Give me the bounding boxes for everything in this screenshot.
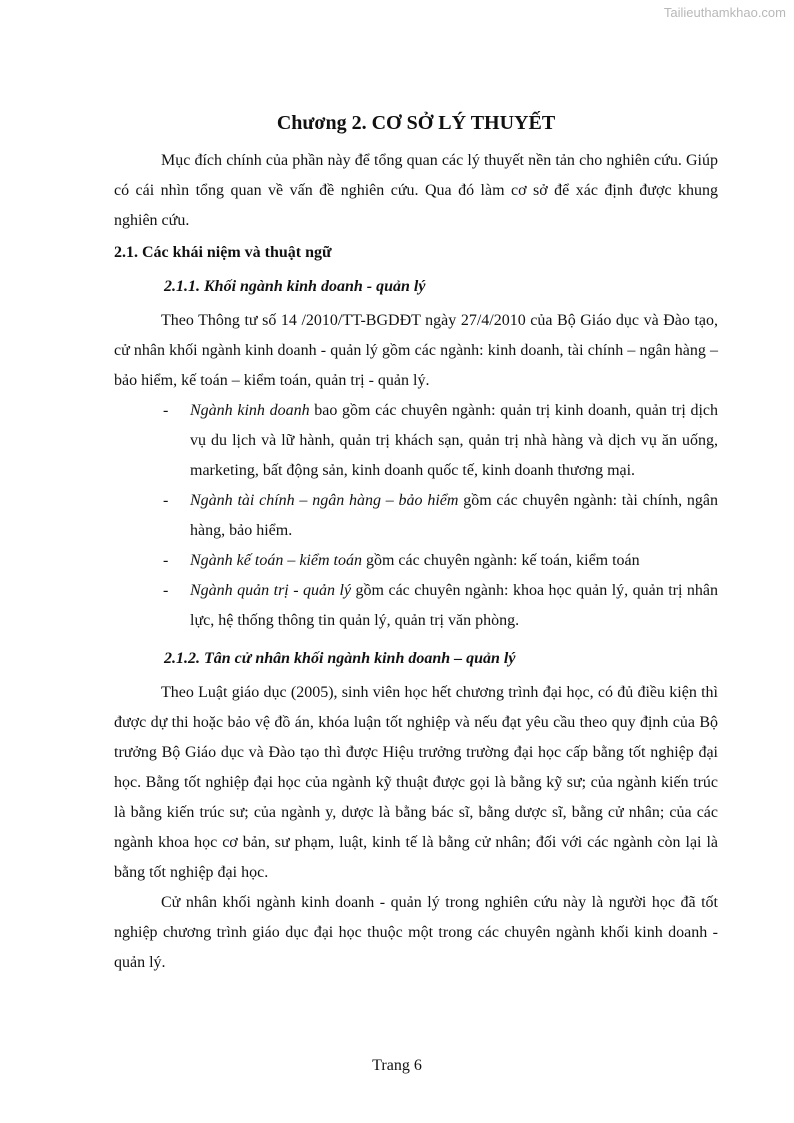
bullet-item bbox=[114, 396, 718, 486]
bullet-item bbox=[114, 546, 718, 576]
bullet-term: Ngành tài chính – ngân hàng – bảo hiểm bbox=[190, 492, 459, 509]
bullet-text: gồm các chuyên ngành: kế toán, kiểm toán bbox=[361, 552, 640, 569]
subsection-heading-2-1-1: 2.1.1. Khối ngành kinh doanh - quản lý bbox=[164, 278, 426, 295]
page-number: Trang 6 bbox=[372, 1057, 422, 1074]
chapter-title: Chương 2. CƠ SỞ LÝ THUYẾT bbox=[276, 112, 556, 134]
bullet-item bbox=[114, 576, 718, 636]
intro-paragraph: Mục đích chính của phần này để tổng quan các lý thuyết nền tản cho nghiên cứu. Giúp có cái nhìn tổng quan về vấn đề nghiên cứu. Qua đó làm cơ sở để xác định được khung nghiên cứu. bbox=[114, 152, 718, 229]
bullet-list bbox=[114, 396, 718, 636]
bullet-dash: - bbox=[163, 582, 169, 599]
bullet-term: Ngành quản trị - quản lý bbox=[190, 582, 352, 599]
paragraph-2-1-1: Theo Thông tư số 14 /2010/TT-BGDĐT ngày 27/4/2010 của Bộ Giáo dục và Đào tạo, cử nhân khối ngành kinh doanh - quản lý gồm các ngành: kinh doanh, tài chính – ngân hàng – bảo hiểm, kế toán – kiểm toán, quản trị - quản lý. bbox=[114, 312, 718, 389]
subsection-heading-2-1-2: 2.1.2. Tân cử nhân khối ngành kinh doanh – quản lý bbox=[164, 650, 516, 667]
bullet-dash: - bbox=[163, 492, 169, 509]
bullet-item bbox=[114, 486, 718, 546]
paragraph-2-1-2-b: Cử nhân khối ngành kinh doanh - quản lý trong nghiên cứu này là người học đã tốt nghiệp chương trình giáo dục đại học thuộc một trong các chuyên ngành khối kinh doanh - quản lý. bbox=[114, 894, 718, 971]
bullet-text: gồm các chuyên ngành: khoa học quản lý, quản trị nhân lực, hệ thống thông tin quản lý, quản trị văn phòng. bbox=[190, 582, 718, 629]
watermark: Tailieuthamkhao.com bbox=[663, 5, 786, 20]
page-content bbox=[114, 108, 718, 978]
bullet-dash: - bbox=[163, 402, 169, 419]
bullet-dash: - bbox=[163, 552, 169, 569]
bullet-text: bao gồm các chuyên ngành: quản trị kinh doanh, quản trị dịch vụ du lịch và lữ hành, quản trị khách sạn, quản trị nhà hàng và dịch vụ ăn uống, marketing, bất động sản, kinh doanh quốc tế, kinh doanh thương mại. bbox=[190, 402, 719, 479]
section-heading-2-1: 2.1. Các khái niệm và thuật ngữ bbox=[114, 244, 332, 261]
paragraph-2-1-2-a: Theo Luật giáo dục (2005), sinh viên học hết chương trình đại học, có đủ điều kiện thì được dự thi hoặc bảo vệ đồ án, khóa luận tốt nghiệp và nếu đạt yêu cầu theo quy định của Bộ trưởng Bộ Giáo dục và Đào tạo thì được Hiệu trưởng trường đại học cấp bằng tốt nghiệp đại học. Bằng tốt nghiệp đại học của ngành kỹ thuật được gọi là bằng kỹ sư; của ngành kiến trúc là bằng kiến trúc sư; của ngành y, dược là bằng bác sĩ, bằng dược sĩ, bằng cử nhân; của các ngành khoa học cơ bản, sư phạm, luật, kinh tế là bằng cử nhân; đối với các ngành còn lại là bằng tốt nghiệp đại học. bbox=[114, 684, 718, 881]
bullet-term: Ngành kế toán – kiểm toán bbox=[190, 552, 362, 569]
bullet-text: gồm các chuyên ngành: tài chính, ngân hàng, bảo hiểm. bbox=[190, 492, 718, 539]
bullet-term: Ngành kinh doanh bbox=[190, 402, 310, 419]
